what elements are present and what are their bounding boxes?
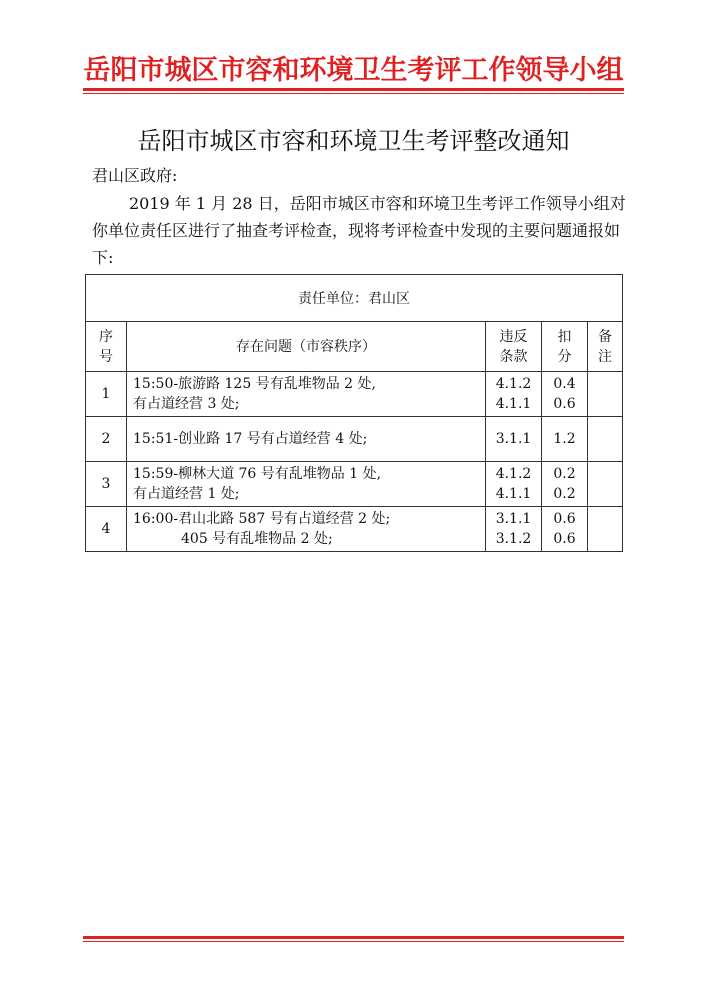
row-issue: 15:51-创业路 17 号有占道经营 4 处; (127, 417, 486, 462)
table-row (86, 372, 623, 417)
header-issue: 存在问题（市容秩序） (127, 322, 486, 372)
row-note (588, 372, 623, 417)
header-rule-thin (83, 93, 624, 94)
row-points: 0.6 0.6 (542, 507, 588, 552)
inspection-table (85, 274, 623, 552)
row-note (588, 417, 623, 462)
footer-rule-thick (83, 936, 624, 939)
row-code: 4.1.2 4.1.1 (486, 372, 542, 417)
header-rule-thick (83, 88, 624, 91)
footer-rule-thin (83, 941, 624, 942)
table-header-row (86, 322, 623, 372)
body-paragraph: 2019 年 1 月 28 日，岳阳市城区市容和环境卫生考评工作领导小组对你单位责任区进行了抽查考评检查，现将考评检查中发现的主要问题通报如下: (92, 194, 626, 267)
row-code: 3.1.1 (486, 417, 542, 462)
row-no: 3 (86, 462, 127, 507)
row-no: 2 (86, 417, 127, 462)
row-note (588, 462, 623, 507)
responsible-unit-label: 责任单位：君山区 (86, 275, 623, 322)
row-issue: 15:59-柳林大道 76 号有乱堆物品 1 处, 有占道经营 1 处; (127, 462, 486, 507)
row-points: 0.4 0.6 (542, 372, 588, 417)
row-note (588, 507, 623, 552)
row-issue: 15:50-旅游路 125 号有乱堆物品 2 处, 有占道经营 3 处; (127, 372, 486, 417)
table-row (86, 462, 623, 507)
header-no: 序 号 (86, 322, 127, 372)
row-points: 0.2 0.2 (542, 462, 588, 507)
header-code: 违反 条款 (486, 322, 542, 372)
row-points: 1.2 (542, 417, 588, 462)
salutation: 君山区政府: (92, 166, 178, 185)
row-code: 3.1.1 3.1.2 (486, 507, 542, 552)
row-no: 1 (86, 372, 127, 417)
header-points: 扣 分 (542, 322, 588, 372)
row-no: 4 (86, 507, 127, 552)
row-code: 4.1.2 4.1.1 (486, 462, 542, 507)
table-row (86, 507, 623, 552)
row-issue: 16:00-君山北路 587 号有占道经营 2 处; 405 号有乱堆物品 2 处; (127, 507, 486, 552)
unit-row (86, 275, 623, 322)
header-note: 备 注 (588, 322, 623, 372)
table-row (86, 417, 623, 462)
document-title: 岳阳市城区市容和环境卫生考评整改通知 (137, 127, 570, 155)
org-header-title: 岳阳市城区市容和环境卫生考评工作领导小组 (83, 55, 624, 86)
